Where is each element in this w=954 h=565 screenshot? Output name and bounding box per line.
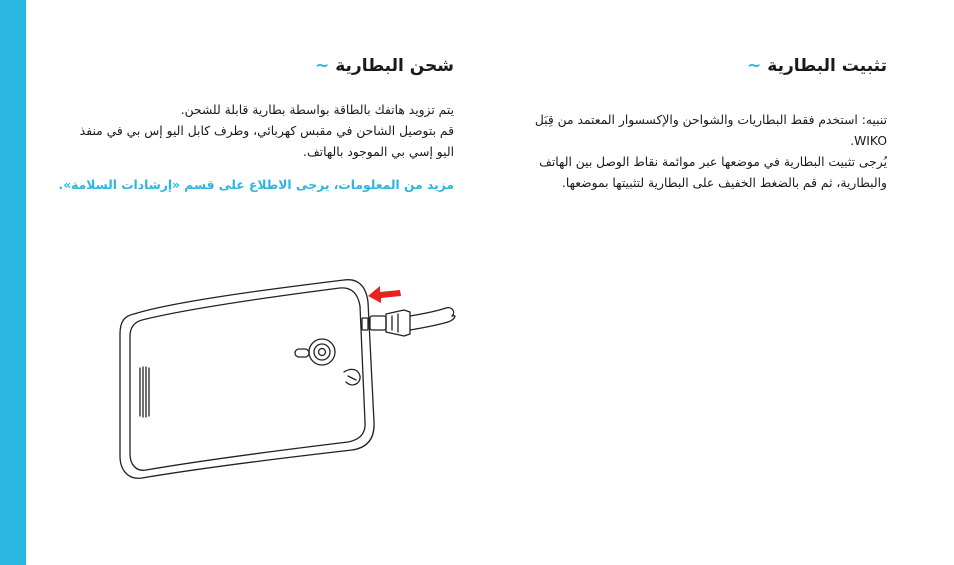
install-line-2: WIKO. xyxy=(850,134,887,148)
section-install-battery xyxy=(490,52,887,194)
insert-arrow-icon xyxy=(368,286,401,303)
install-line-3: يُرجى تثبيت البطارية في موضعها عبر موائمة نقاط الوصل بين الهاتف xyxy=(539,155,887,169)
title-tilde-mark: ~ xyxy=(747,56,762,76)
section-title-install-text: تثبيت البطارية xyxy=(767,56,887,76)
section-title-charge xyxy=(60,52,454,80)
usb-plug xyxy=(370,308,455,336)
charge-instructions xyxy=(60,100,454,163)
section-title-charge-text: شحن البطارية xyxy=(335,56,454,76)
charge-line-3: اليو إسي بي الموجود بالهاتف. xyxy=(303,145,454,159)
phone-charging-illustration xyxy=(112,272,462,492)
title-tilde-mark: ~ xyxy=(314,56,330,76)
side-accent-bar xyxy=(0,0,26,565)
install-instructions xyxy=(490,110,887,194)
charge-line-1: يتم تزويد هاتفك بالطاقة بواسطة بطارية قابلة للشحن. xyxy=(180,103,454,117)
charge-line-2: قم بتوصيل الشاحن في مقبس كهربائي، وطرف كابل اليو إس بي في منفذ xyxy=(79,124,454,138)
install-line-1: تنبيه: استخدم فقط البطاريات والشواحن والإكسسوار المعتمد من قِبَل xyxy=(534,113,887,127)
safety-guidelines-note[interactable]: مزيد من المعلومات، يرجى الاطلاع على قسم «إرشادات السلامة». xyxy=(58,178,454,192)
speaker-grille xyxy=(140,367,149,417)
camera-lens xyxy=(309,339,335,365)
phone-cover-outline xyxy=(130,288,365,470)
camera-flash xyxy=(295,349,309,357)
phone-body-outline xyxy=(120,280,374,479)
usb-port xyxy=(362,318,368,330)
install-line-4: والبطارية، ثم قم بالضغط الخفيف على البطارية لتثبيتها بموضعها. xyxy=(561,176,887,190)
section-charge-battery xyxy=(60,52,454,196)
section-title-install xyxy=(490,52,887,80)
